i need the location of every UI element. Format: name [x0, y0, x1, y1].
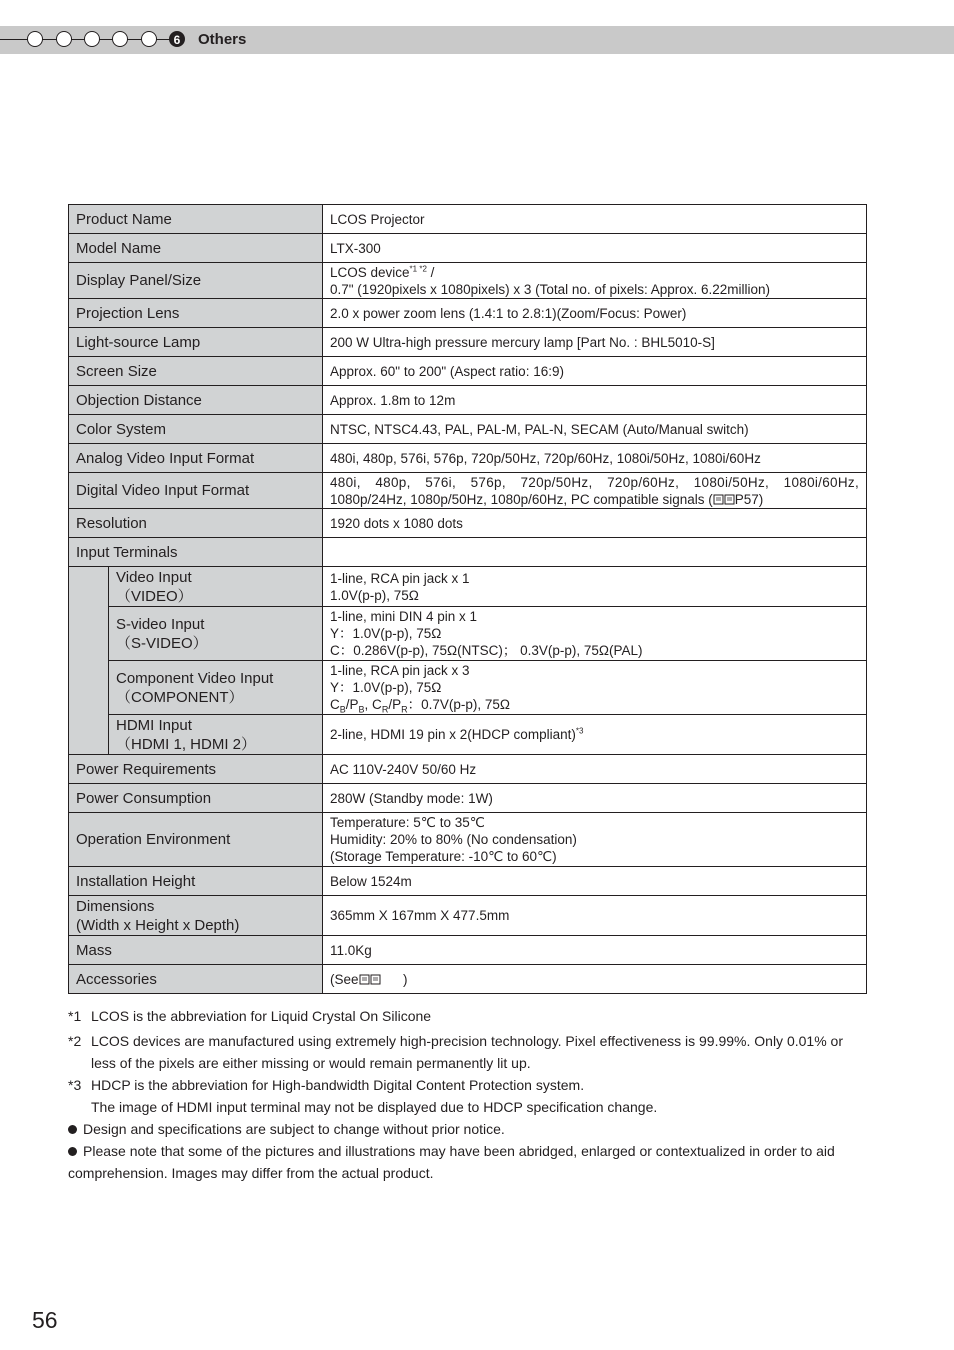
- spec-value-text: ：0.7V(p-p), 75Ω: [407, 697, 510, 712]
- spec-value: [323, 538, 867, 567]
- spec-value-text: 1.0V(p-p), 75Ω: [330, 587, 419, 603]
- page-reference: P57: [734, 491, 759, 507]
- spec-value-text: 1-line, RCA pin jack x 3: [330, 663, 470, 678]
- footnote-2: [68, 1030, 868, 1074]
- spec-sublabel-line: （S-VIDEO）: [116, 634, 208, 652]
- spec-value: 200 W Ultra-high pressure mercury lamp [Part No. : BHL5010-S]: [323, 328, 867, 357]
- spec-value: 480i, 480p, 576i, 576p, 720p/50Hz, 720p/60Hz, 1080i/50Hz, 1080i/60Hz: [323, 444, 867, 473]
- spec-label: Screen Size: [69, 357, 323, 386]
- note-bullet-2: [68, 1140, 868, 1184]
- spec-label: Model Name: [69, 234, 323, 263]
- spec-value: [323, 263, 867, 299]
- spec-value-text: ): [758, 491, 764, 507]
- spec-value: [323, 473, 867, 509]
- spec-value-text: ): [380, 971, 408, 987]
- spec-value-text: 1-line, mini DIN 4 pin x 1: [330, 609, 478, 624]
- table-row: [69, 473, 867, 509]
- footnote-ref: *3: [575, 726, 584, 736]
- table-row: [69, 234, 867, 263]
- spec-value-text: 1080p/24Hz, 1080p/50Hz, 1080p/60Hz, PC compatible signals (: [330, 491, 713, 507]
- spec-value: Approx. 1.8m to 12m: [323, 386, 867, 415]
- footnote-text: LCOS is the abbreviation for Liquid Crystal On Silicone: [91, 1008, 432, 1024]
- spec-value: Approx. 60" to 200" (Aspect ratio: 16:9): [323, 357, 867, 386]
- note-text: Please note that some of the pictures and illustrations may have been abridged, enlarged or contextualized in order to aid comprehension. Images may differ from the actual product.: [68, 1143, 835, 1181]
- spec-value: [323, 965, 867, 994]
- spec-value: Below 1524m: [323, 867, 867, 896]
- spec-label: [69, 896, 323, 936]
- spec-label: Input Terminals: [69, 538, 323, 567]
- spec-sublabel: [109, 661, 323, 715]
- signal-subscript: R: [401, 704, 408, 715]
- table-row: [69, 936, 867, 965]
- spec-value-text: 480i, 480p, 576i, 576p, 720p/50Hz, 720p/60Hz, 1080i/50Hz, 1080i/60Hz,: [330, 474, 859, 490]
- book-reference-icon: [359, 972, 381, 984]
- table-row: [69, 509, 867, 538]
- footnote-text: The image of HDMI input terminal may not be displayed due to HDCP specification change.: [91, 1099, 658, 1115]
- bullet-icon: [68, 1125, 77, 1134]
- spec-value: LTX-300: [323, 234, 867, 263]
- spec-label: Accessories: [69, 965, 323, 994]
- section-step-5-circle: [141, 31, 157, 47]
- spec-label: Light-source Lamp: [69, 328, 323, 357]
- spec-value-text: 0.7" (1920pixels x 1080pixels) x 3 (Total no. of pixels: Approx. 6.22million): [330, 281, 771, 297]
- table-row: [69, 607, 867, 661]
- spec-label: Digital Video Input Format: [69, 473, 323, 509]
- spec-label: Power Consumption: [69, 784, 323, 813]
- spec-value: [323, 813, 867, 867]
- table-row: [69, 205, 867, 234]
- spec-value-text: C：0.286V(p-p), 75Ω(NTSC)； 0.3V(p-p), 75Ω(PAL): [330, 643, 643, 658]
- spec-label-line: (Width x Height x Depth): [76, 916, 240, 934]
- footnote-3: [68, 1074, 868, 1118]
- spec-value-text: Y：1.0V(p-p), 75Ω: [330, 626, 442, 641]
- table-row: [69, 299, 867, 328]
- signal-subscript: R: [381, 704, 389, 715]
- spec-sublabel: [109, 715, 323, 755]
- spec-value: 11.0Kg: [323, 936, 867, 965]
- spec-label: Mass: [69, 936, 323, 965]
- table-row: [69, 444, 867, 473]
- spec-sublabel-line: Component Video Input: [116, 669, 274, 687]
- spec-value-text: Humidity: 20% to 80% (No condensation): [330, 832, 577, 847]
- spec-value-text: (Storage Temperature: -10℃ to 60℃): [330, 849, 557, 864]
- spec-label-line: Dimensions: [76, 897, 155, 915]
- spec-sublabel-line: （HDMI 1, HDMI 2）: [116, 735, 257, 753]
- spec-value: [323, 715, 867, 755]
- footnote-mark: *1: [68, 1008, 82, 1024]
- table-row: [69, 328, 867, 357]
- spec-value-text: 1-line, RCA pin jack x 1: [330, 570, 470, 586]
- table-row: [69, 896, 867, 936]
- table-row: [69, 567, 867, 607]
- section-step-3-circle: [84, 31, 100, 47]
- spec-value: 280W (Standby mode: 1W): [323, 784, 867, 813]
- spec-label: Resolution: [69, 509, 323, 538]
- spec-sublabel-line: （COMPONENT）: [116, 688, 244, 706]
- table-row: [69, 538, 867, 567]
- table-row: [69, 661, 867, 715]
- table-row: [69, 715, 867, 755]
- spec-sublabel-line: S-video Input: [116, 615, 205, 633]
- spec-label: Operation Environment: [69, 813, 323, 867]
- spec-value-text: /: [426, 264, 435, 280]
- table-row: [69, 867, 867, 896]
- section-step-1-circle: [27, 31, 43, 47]
- footnote-ref: *1 *2: [409, 264, 427, 273]
- spec-sublabel-line: HDMI Input: [116, 716, 192, 734]
- spec-label: Power Requirements: [69, 755, 323, 784]
- table-row: [69, 784, 867, 813]
- spec-value: 365mm X 167mm X 477.5mm: [323, 896, 867, 936]
- signal-subscript: B: [339, 704, 346, 715]
- spec-label: Display Panel/Size: [69, 263, 323, 299]
- table-row: [69, 357, 867, 386]
- signal-symbol: /P: [345, 697, 359, 712]
- section-step-2-circle: [56, 31, 72, 47]
- spec-sublabel-line: （VIDEO）: [116, 587, 193, 605]
- spec-value: LCOS Projector: [323, 205, 867, 234]
- section-title: Others: [198, 31, 247, 48]
- spec-value-text: LCOS device: [330, 264, 410, 280]
- footnote-text: HDCP is the abbreviation for High-bandwidth Digital Content Protection system.: [91, 1077, 585, 1093]
- spec-value: 1920 dots x 1080 dots: [323, 509, 867, 538]
- spec-sublabel: [109, 607, 323, 661]
- signal-subscript: B: [358, 704, 365, 715]
- table-row: [69, 386, 867, 415]
- spec-sublabel: [109, 567, 323, 607]
- spec-label: Objection Distance: [69, 386, 323, 415]
- table-row: [69, 965, 867, 994]
- spec-label: Projection Lens: [69, 299, 323, 328]
- spec-value: NTSC, NTSC4.43, PAL, PAL-M, PAL-N, SECAM (Auto/Manual switch): [323, 415, 867, 444]
- input-terminals-indent: [69, 567, 109, 755]
- signal-symbol: /P: [388, 697, 402, 712]
- spec-label: Product Name: [69, 205, 323, 234]
- footnotes: [68, 1005, 868, 1184]
- spec-value: [323, 661, 867, 715]
- spec-value-text: Y：1.0V(p-p), 75Ω: [330, 680, 442, 695]
- spec-value: 2.0 x power zoom lens (1.4:1 to 2.8:1)(Zoom/Focus: Power): [323, 299, 867, 328]
- spec-value: [323, 607, 867, 661]
- spec-label: Installation Height: [69, 867, 323, 896]
- signal-symbol: , C: [364, 697, 382, 712]
- table-row: [69, 813, 867, 867]
- spec-value: [323, 567, 867, 607]
- footnote-text: LCOS devices are manufactured using extremely high-precision technology. Pixel effectiveness is 99.99%. Only 0.01% or less of the pixels are either missing or would remain permanently lit up.: [91, 1033, 843, 1071]
- spec-value-text: [330, 696, 859, 713]
- table-row: [69, 755, 867, 784]
- footnote-mark: *2: [68, 1033, 82, 1049]
- footnote-mark: *3: [68, 1077, 82, 1093]
- page-number: 56: [32, 1307, 58, 1333]
- spec-label: Analog Video Input Format: [69, 444, 323, 473]
- spec-value-text: 2-line, HDMI 19 pin x 2(HDCP compliant): [330, 727, 576, 742]
- signal-symbol: C: [330, 697, 340, 712]
- table-row: [69, 415, 867, 444]
- note-text: Design and specifications are subject to change without prior notice.: [83, 1121, 505, 1137]
- spec-value-text: Temperature: 5℃ to 35℃: [330, 815, 485, 830]
- spec-label: Color System: [69, 415, 323, 444]
- spec-sublabel-line: Video Input: [116, 568, 192, 586]
- spec-value: AC 110V-240V 50/60 Hz: [323, 755, 867, 784]
- book-reference-icon: [713, 492, 735, 504]
- footnote-1: [68, 1005, 868, 1027]
- spec-value-text: (See: [330, 971, 359, 987]
- section-step-current-circle: 6: [169, 31, 185, 47]
- section-step-4-circle: [112, 31, 128, 47]
- specifications-table: [68, 204, 867, 994]
- bullet-icon: [68, 1147, 77, 1156]
- table-row: [69, 263, 867, 299]
- note-bullet-1: [68, 1118, 868, 1140]
